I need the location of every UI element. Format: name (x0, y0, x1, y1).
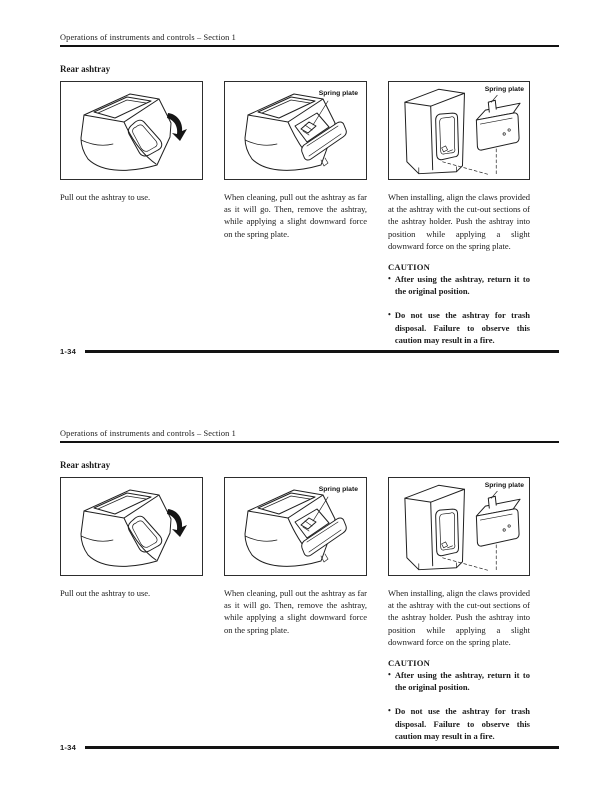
figure-ashtray-closed (60, 81, 203, 180)
caption-column-1 (60, 191, 203, 203)
console-drawing (405, 485, 465, 569)
figure2-caption: When cleaning, pull out the ashtray as far as it will go. Then, remove the ashtray, while applying a slight downward force on the spring plate. (224, 588, 367, 635)
caution-text: Do not use the ashtray for trash disposal. Failure to observe this caution may result in a fire. (394, 706, 530, 741)
figure-ashtray-removed (388, 81, 530, 180)
figure1-caption: Pull out the ashtray to use. (60, 192, 151, 202)
caption-column-2 (224, 191, 367, 240)
console-drawing (81, 490, 171, 566)
console-ashtray-install-illustration (389, 82, 529, 179)
page-header (60, 429, 559, 443)
caution-text: After using the ashtray, return it to the original position. (394, 670, 530, 693)
spring-plate-label: Spring plate (318, 90, 358, 97)
caption-row (60, 191, 559, 346)
ashtray-unit-drawing (476, 496, 520, 546)
caution-item (388, 273, 530, 297)
page-footer (60, 347, 559, 356)
figure-ashtray-pulled-out (224, 81, 367, 180)
running-header: Operations of instruments and controls – Section 1 (60, 33, 236, 42)
page-number: 1-34 (60, 743, 76, 752)
caption-column-2 (224, 587, 367, 636)
caption-row (60, 587, 559, 742)
caption-column-3 (388, 191, 530, 346)
console-drawing (81, 94, 171, 170)
page-header (60, 33, 559, 47)
figure-ashtray-pulled-out (224, 477, 367, 576)
console-ashtray-install-illustration (389, 478, 529, 575)
console-drawing (405, 89, 465, 173)
console-ashtray-closed-illustration (61, 82, 202, 179)
figure3-caption: When installing, align the claws provided at the ashtray with the cut-out sections of the ashtray holder. Push the ashtray into position while applying a slight downward force on the spring plate. (388, 588, 530, 647)
running-header: Operations of instruments and controls – Section 1 (60, 429, 236, 438)
figure-ashtray-closed (60, 477, 203, 576)
spring-plate-label: Spring plate (484, 86, 524, 93)
spring-plate-label: Spring plate (318, 486, 358, 493)
figure1-caption: Pull out the ashtray to use. (60, 588, 151, 598)
figure-ashtray-removed (388, 477, 530, 576)
caution-text: After using the ashtray, return it to the original position. (394, 274, 530, 297)
footer-rule (85, 746, 559, 748)
page-number: 1-34 (60, 347, 76, 356)
caution-title: CAUTION (388, 262, 430, 273)
caution-title: CAUTION (388, 658, 430, 669)
console-ashtray-closed-illustration (61, 478, 202, 575)
manual-page (0, 396, 612, 792)
caution-text: Do not use the ashtray for trash disposal. Failure to observe this caution may result in a fire. (394, 310, 530, 345)
caution-item (388, 669, 530, 693)
caution-item (388, 309, 530, 346)
drawer-drawing (295, 509, 346, 562)
footer-rule (85, 350, 559, 352)
figure-row (60, 477, 559, 576)
spring-plate-label: Spring plate (484, 482, 524, 489)
page-footer (60, 743, 559, 752)
figure2-caption: When cleaning, pull out the ashtray as far as it will go. Then, remove the ashtray, while applying a slight downward force on the spring plate. (224, 192, 367, 239)
section-title: Rear ashtray (60, 460, 111, 470)
bullet-icon: • (388, 274, 391, 284)
bullet-icon: • (388, 310, 391, 320)
section-title: Rear ashtray (60, 64, 111, 74)
caution-block (388, 262, 530, 346)
figure-row (60, 81, 559, 180)
bullet-icon: • (388, 706, 391, 716)
figure3-caption: When installing, align the claws provided at the ashtray with the cut-out sections of the ashtray holder. Push the ashtray into position while applying a slight downward force on the spring plate. (388, 192, 530, 251)
caption-column-3 (388, 587, 530, 742)
ashtray-unit-drawing (476, 100, 520, 150)
drawer-drawing (295, 113, 346, 166)
caution-block (388, 658, 530, 742)
caution-item (388, 705, 530, 742)
caption-column-1 (60, 587, 203, 599)
bullet-icon: • (388, 670, 391, 680)
